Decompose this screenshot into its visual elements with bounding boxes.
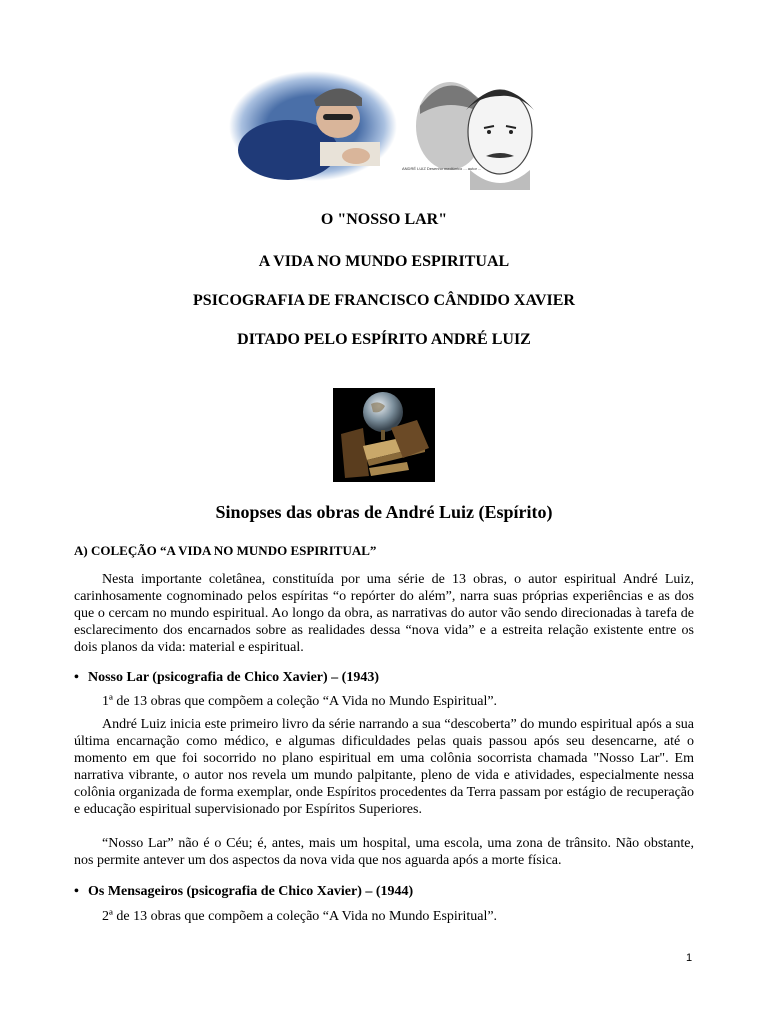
intro-text: Nesta importante coletânea, constituída por uma série de 13 obras, o autor espiritual André Luiz, carinhosamente cognominado pelos espíritas “o repórter do além”, narra suas próprias experiências e as dos que o cercam no mundo espiritual. Ao longo da obra, as narrativas do autor vão sendo direcionadas à tarefa de esclarecimento dos encarnados sobre as realidades dessa “nova vida” e a estreita relação existente entre os dois planos da vida: material e espiritual. <box>74 572 694 655</box>
page-number: 1 <box>686 952 693 964</box>
book-synopsis-text: André Luiz inicia este primeiro livro da série narrando a sua “descoberta” do mundo espiritual após a sua última encarnação como médico, e algumas dificuldades pelas quais passou após seu desencarne, até o momento em que foi socorrido no plano espiritual em uma colônia socorrista chamada "Nosso Lar". Em narrativa vibrante, o autor nos revela um mundo palpitante, pleno de vida e atividades, especialmente nessa colônia organizada de forma exemplar, onde Espíritos procedentes da Terra passam por estágio de recuperação e educação espiritual supervisionado por Espíritos Superiores. <box>74 717 694 817</box>
section-a-prefix: A) C <box>74 543 101 558</box>
book-order-line <box>74 693 694 710</box>
chico-xavier-photo <box>228 70 398 182</box>
subtitle: Sinopses das obras de André Luiz (Espírito) <box>215 502 553 522</box>
intro-paragraph <box>74 571 694 656</box>
bullet-icon: • <box>74 884 79 899</box>
title-vida-mundo-espiritual: A VIDA NO MUNDO ESPIRITUAL <box>258 253 510 270</box>
book-order-text: 2ª de 13 obras que compõem a coleção “A Vida no Mundo Espiritual”. <box>102 909 498 924</box>
globe-books-image <box>333 388 435 482</box>
section-a-heading <box>74 543 376 559</box>
header-images <box>0 62 768 190</box>
book-title-text: Nosso Lar (psicografia de Chico Xavier) – (1943) <box>88 670 379 685</box>
title-nosso-lar: O "NOSSO LAR" <box>320 211 448 228</box>
book-order-text: 1ª de 13 obras que compõem a coleção “A Vida no Mundo Espiritual”. <box>102 694 498 709</box>
andre-luiz-portrait <box>400 66 550 190</box>
title-psicografia: PSICOGRAFIA DE FRANCISCO CÂNDIDO XAVIER <box>193 292 575 309</box>
book-extra-text: “Nosso Lar” não é o Céu; é, antes, mais um hospital, uma escola, uma zona de trânsito. Não obstante, nos permite antever um dos aspectos da nova vida que nos aguarda após a morte física. <box>74 836 694 868</box>
book-title-nosso-lar <box>74 670 379 686</box>
title-ditado: DITADO PELO ESPÍRITO ANDRÉ LUIZ <box>237 331 531 348</box>
photo-caption: ANDRÉ LUIZ Desenho mediúnico ... autor ... <box>402 166 482 171</box>
book-order-line <box>74 908 694 925</box>
book-extra-paragraph <box>74 835 694 869</box>
section-a-title: OLEÇÃO “A VIDA NO MUNDO ESPIRITUAL” <box>100 543 377 558</box>
book-title-mensageiros <box>74 884 413 900</box>
bullet-icon: • <box>74 670 79 685</box>
book-title-text: Os Mensageiros (psicografia de Chico Xavier) – (1944) <box>88 884 414 899</box>
book-synopsis <box>74 716 694 818</box>
